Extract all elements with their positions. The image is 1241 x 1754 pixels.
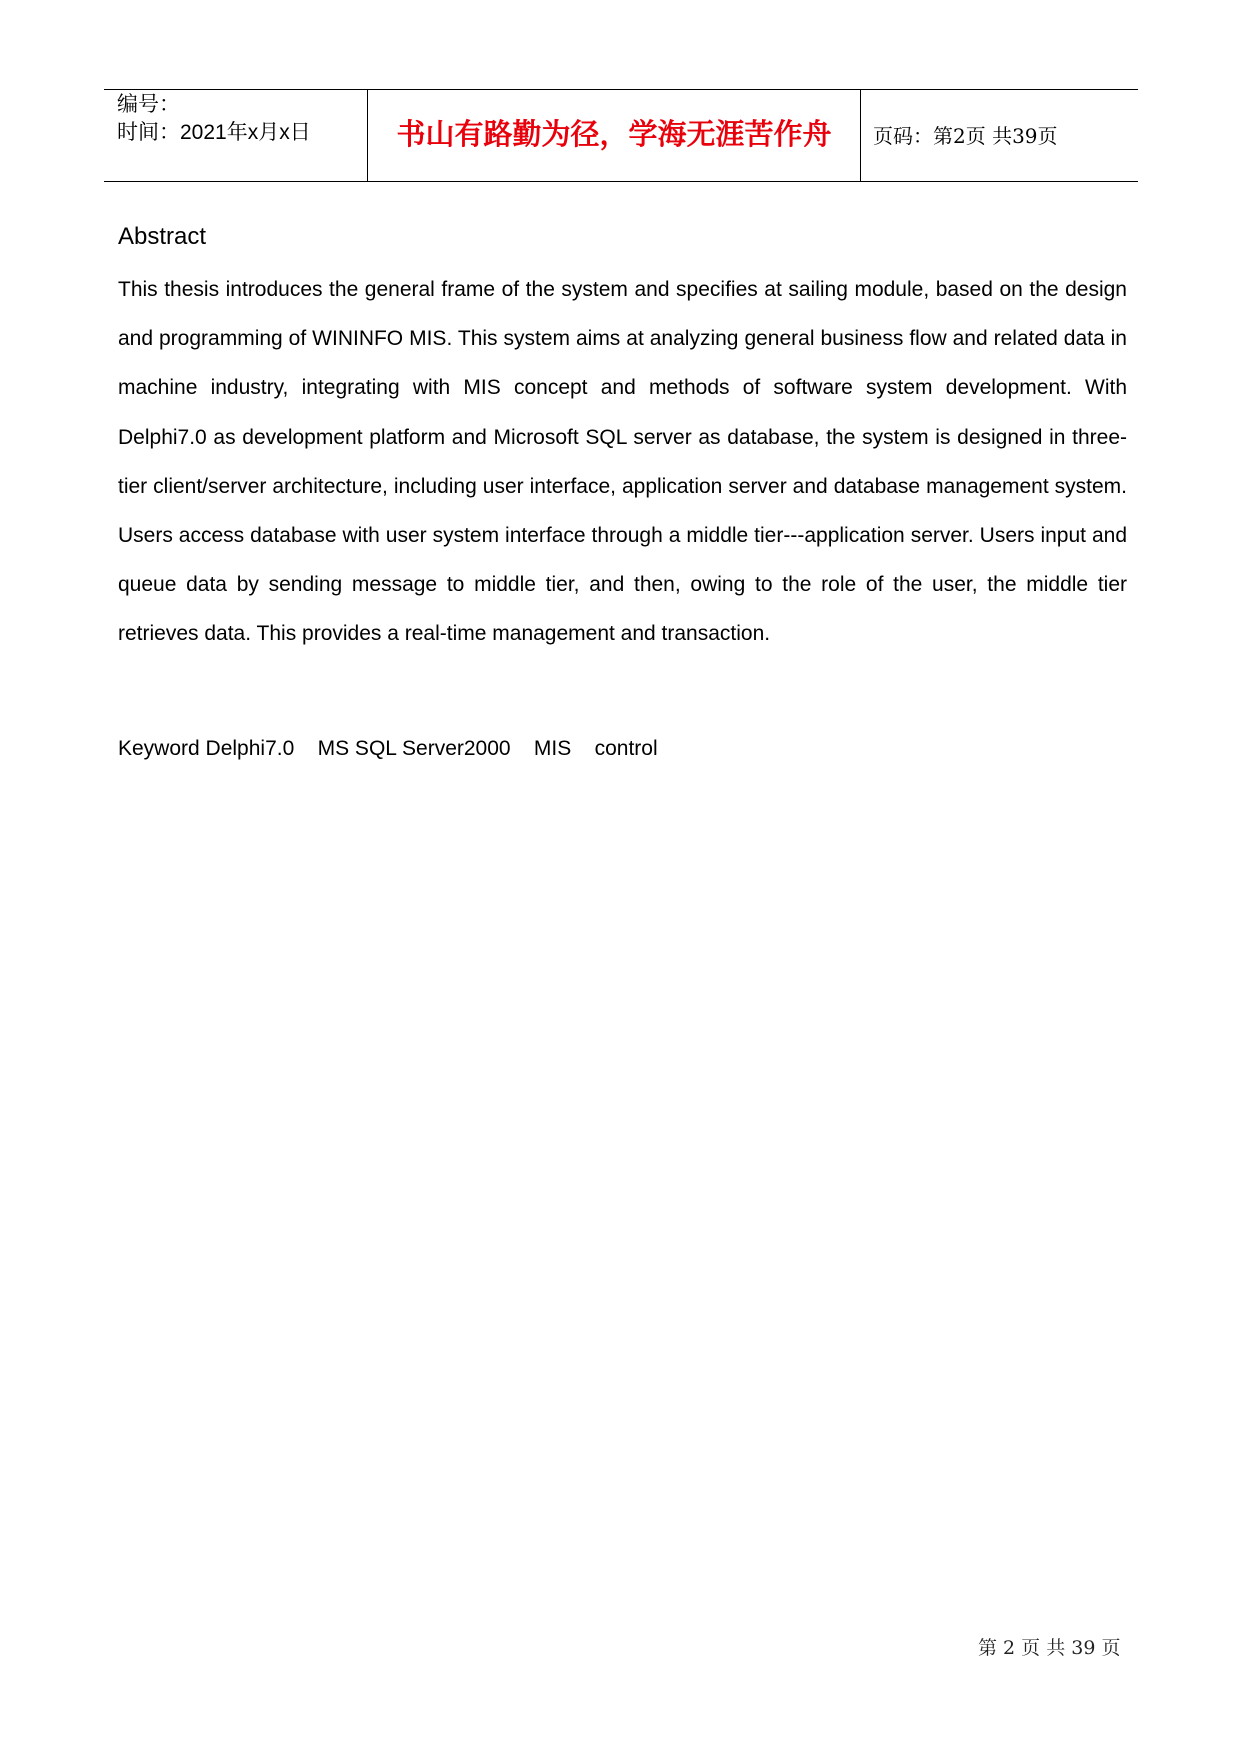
keywords-line: Keyword Delphi7.0 MS SQL Server2000 MIS control <box>118 737 658 760</box>
abstract-body: This thesis introduces the general frame of the system and specifies at sailing module, based on the design and programming of WININFO MIS. This system aims at analyzing general business flow and related data in machine industry, integrating with MIS concept and methods of software system development. With Delphi7.0 as development platform and Microsoft SQL server as database, the system is designed in three-tier client/server architecture, including user interface, application server and database management system. Users access database with user system interface through a middle tier---application server. Users input and queue data by sending message to middle tier, and then, owing to the role of the user, the middle tier retrieves data. This provides a real-time management and transaction. <box>118 278 1127 646</box>
header-page-info: 页码：第2页 共39页 <box>873 124 1058 148</box>
document-code-label: 编号： <box>117 93 180 116</box>
header-meta-cell <box>104 90 368 181</box>
header-motto: 书山有路勤为径，学海无涯苦作舟 <box>396 117 832 151</box>
document-header <box>104 89 1138 182</box>
footer-page-number: 第 2 页 共 39 页 <box>978 1637 1121 1659</box>
header-page-cell <box>861 90 1138 181</box>
header-motto-cell <box>368 90 861 181</box>
abstract-title: Abstract <box>118 223 207 250</box>
document-time-label: 时间：2021年x月x日 <box>117 121 311 144</box>
